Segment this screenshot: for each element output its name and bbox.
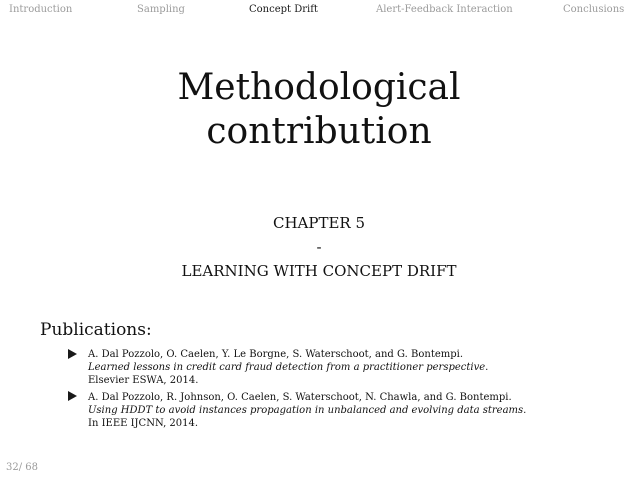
nav-item-alert-feedback-interaction[interactable]: Alert-Feedback Interaction	[376, 4, 513, 15]
nav-item-concept-drift[interactable]: Concept Drift	[249, 4, 318, 15]
nav-item-introduction[interactable]: Introduction	[9, 4, 73, 15]
slide-title-line2: contribution	[206, 111, 432, 152]
slide-title	[0, 66, 638, 154]
publication-item	[88, 348, 488, 387]
nav-item-conclusions[interactable]: Conclusions	[563, 4, 625, 15]
slide-title-line1: Methodological	[177, 67, 461, 108]
chapter-separator: -	[316, 238, 322, 256]
chapter-title: LEARNING WITH CONCEPT DRIFT	[181, 262, 457, 280]
nav-item-sampling[interactable]: Sampling	[137, 4, 185, 15]
publication-venue: In IEEE IJCNN, 2014.	[88, 418, 199, 429]
publications-heading: Publications:	[40, 320, 152, 340]
publication-authors: A. Dal Pozzolo, R. Johnson, O. Caelen, S. Waterschoot, N. Chawla, and G. Bontempi.	[88, 392, 512, 403]
bullet-icon	[68, 391, 77, 401]
section-navigation	[0, 0, 638, 20]
page-number: 32/ 68	[6, 462, 38, 473]
publication-title: Using HDDT to avoid instances propagation in unbalanced and evolving data streams.	[88, 405, 527, 416]
publication-item	[88, 391, 526, 430]
publication-title: Learned lessons in credit card fraud detection from a practitioner perspective.	[88, 362, 489, 373]
publication-venue: Elsevier ESWA, 2014.	[88, 375, 199, 386]
bullet-icon	[68, 349, 77, 359]
chapter-number: CHAPTER 5	[272, 214, 366, 232]
publication-authors: A. Dal Pozzolo, O. Caelen, Y. Le Borgne, S. Waterschoot, and G. Bontempi.	[88, 349, 464, 360]
